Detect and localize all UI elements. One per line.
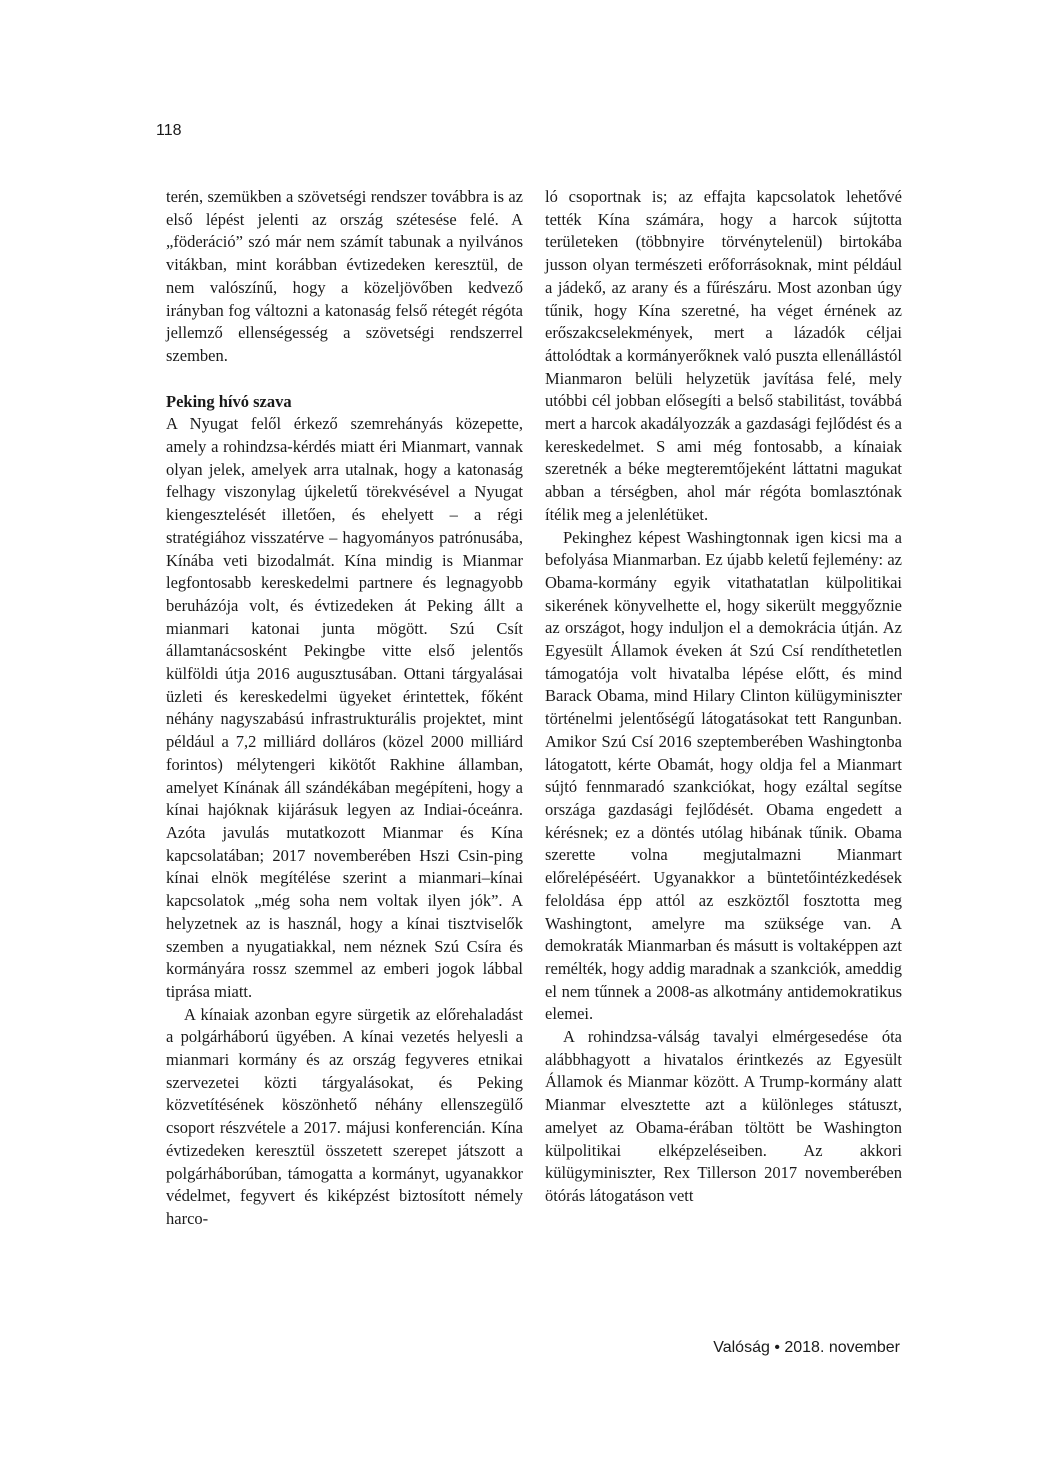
paragraph: A kínaiak azonban egyre sürgetik az előrehaladást a polgárháború ügyében. A kínai vezetés helyesli a mianmari kormány és az ország fegyveres etnikai szervezetei közti tárgyalásokat, és Peking közvetítésének köszönhető néhány ellenszegülő csoport részvétele a 2017. májusi konferencián. Kína évtizedeken keresztül összetett szerepet játszott a polgárháborúban, támogatta a kormányt, ugyanakkor védelmet, fegyvert és kiképzést biztosított némely harco-	[166, 1004, 523, 1228]
paragraph: terén, szemükben a szövetségi rendszer továbbra is az első lépést jelenti az ország szétesése felé. A „föderáció” szó már nem számít tabunak a nyilvános vitákban, mint korábban évtizedeken keresztül, de nem valószínű, hogy a közeljövőben kedvező irányban fog változni a katonaság felső rétegét régóta jellemző ellenségesség a szövetségi rendszerrel szemben.	[166, 187, 523, 365]
left-column	[166, 186, 523, 1231]
paragraph: ló csoportnak is; az effajta kapcsolatok lehetővé tették Kína számára, hogy a harcok sújtotta területeken (többnyire törvénytelenül) birtokába jusson olyan természeti erőforrásoknak, mint például a jádekő, az arany és a fűrészáru. Most azonban úgy tűnik, hogy Kína szeretné, ha véget érnének az erőszakcselekmények, mert a lázadók céljai áttolódtak a kormányerőknek való puszta ellenállástól Mianmaron belüli helyzetük javítása felé, mely utóbbi cél jobban elősegíti a belső stabilitást, továbbá mert a harcok akadályozzák a gazdasági fejlődést és a kereskedelmet. S ami még fontosabb, a kínaiak szeretnék a béke megteremtőjeként láttatni magukat abban a térségben, ahol már régóta bomlasztónak ítélik meg a jelenlétüket.	[545, 187, 902, 524]
paragraph: Pekinghez képest Washingtonnak igen kicsi ma a befolyása Mianmarban. Ez újabb keletű fejlemény: az Obama-kormány egyik vitathatatlan külpolitikai sikerének könyvelhette el, hogy sikerült meggyőznie az országot, hogy induljon el a demokrácia útján. Az Egyesült Államok éveken át Szú Csí rendíthetetlen támogatója volt hivatalba lépése előtt, és mind Barack Obama, mind Hilary Clinton külügyminiszter történelmi jelentőségű látogatásokat tett Rangunban. Amikor Szú Csí 2016 szeptemberében Washingtonba látogatott, kérte Obamát, hogy oldja fel a Mianmart sújtó fennmaradó szankciókat, hogy ezáltal segítse országa gazdasági fejlődését. Obama engedett a kérésnek; ez a döntés utólag hibának tűnik. Obama szerette volna megjutalmazni Mianmart előrelépéséért. Ugyanakkor a büntetőintézkedések feloldása épp attól az eszköztől fosztotta meg Washingtont, amelyre ma szüksége van. A demokraták Mianmarban és másutt is voltaképpen azt remélték, hogy addig maradnak a szankciók, ameddig el nem tűnnek a 2008-as alkotmány antidemokratikus elemei.	[545, 527, 902, 1024]
paragraph: A Nyugat felől érkező szemrehányás közepette, amely a rohindzsa-kérdés miatt éri Mianmart, vannak olyan jelek, amelyek arra utalnak, hogy a katonaság felhagy viszonylag újkeletű törekvésével a Nyugat kiengesztelését illetően, és ehelyett – a régi stratégiához visszatérve – hagyományos patrónusába, Kínába veti bizodalmát. Kína mindig is Mianmar legfontosabb kereskedelmi partnere és legnagyobb beruházója volt, és évtizedeken át Peking állt a mianmari katonai junta mögött. Szú Csít államtanácsosként Pekingbe vitte első jelentős külföldi útja 2016 augusztusában. Ottani tárgyalásai üzleti és kereskedelmi ügyeket érintettek, főként néhány nagyszabású infrastrukturális projektet, mint például a 7,2 milliárd dolláros (közel 2000 milliárd forintos) mélytengeri kikötőt Rakhine államban, amelyet Kínának áll szándékában megépíteni, hogy a kínai hajóknak kijárásuk legyen az Indiai-óceánra. Azóta javulás mutatkozott Mianmar és Kína kapcsolatában; 2017 novemberében Hszi Csin-ping kínai elnök megítélése szerint a mianmari–kínai kapcsolatok „még soha nem voltak ilyen jók”. A helyzetnek az is használ, hogy a kínai tisztviselők szemben a nyugatiakkal, nem néznek Szú Csíra és kormányára rossz szemmel az emberi jogok lábbal tiprása miatt.	[166, 414, 523, 1001]
section-heading: Peking hívó szava	[166, 391, 292, 411]
page-footer: Valóság • 2018. november	[713, 1339, 900, 1356]
page-number: 118	[156, 122, 182, 139]
paragraph: A rohindzsa-válság tavalyi elmérgesedése óta alábbhagyott a hivatalos érintkezés az Egyesült Államok és Mianmar között. A Trump-kormány alatt Mianmar elvesztette azt a különleges státuszt, amelyet az Obama-érában töltött be Washington külpolitikai elképzeléseiben. Az akkori külügyminiszter, Rex Tillerson 2017 novemberében ötórás látogatáson vett	[545, 1027, 902, 1205]
right-column	[545, 186, 902, 1208]
